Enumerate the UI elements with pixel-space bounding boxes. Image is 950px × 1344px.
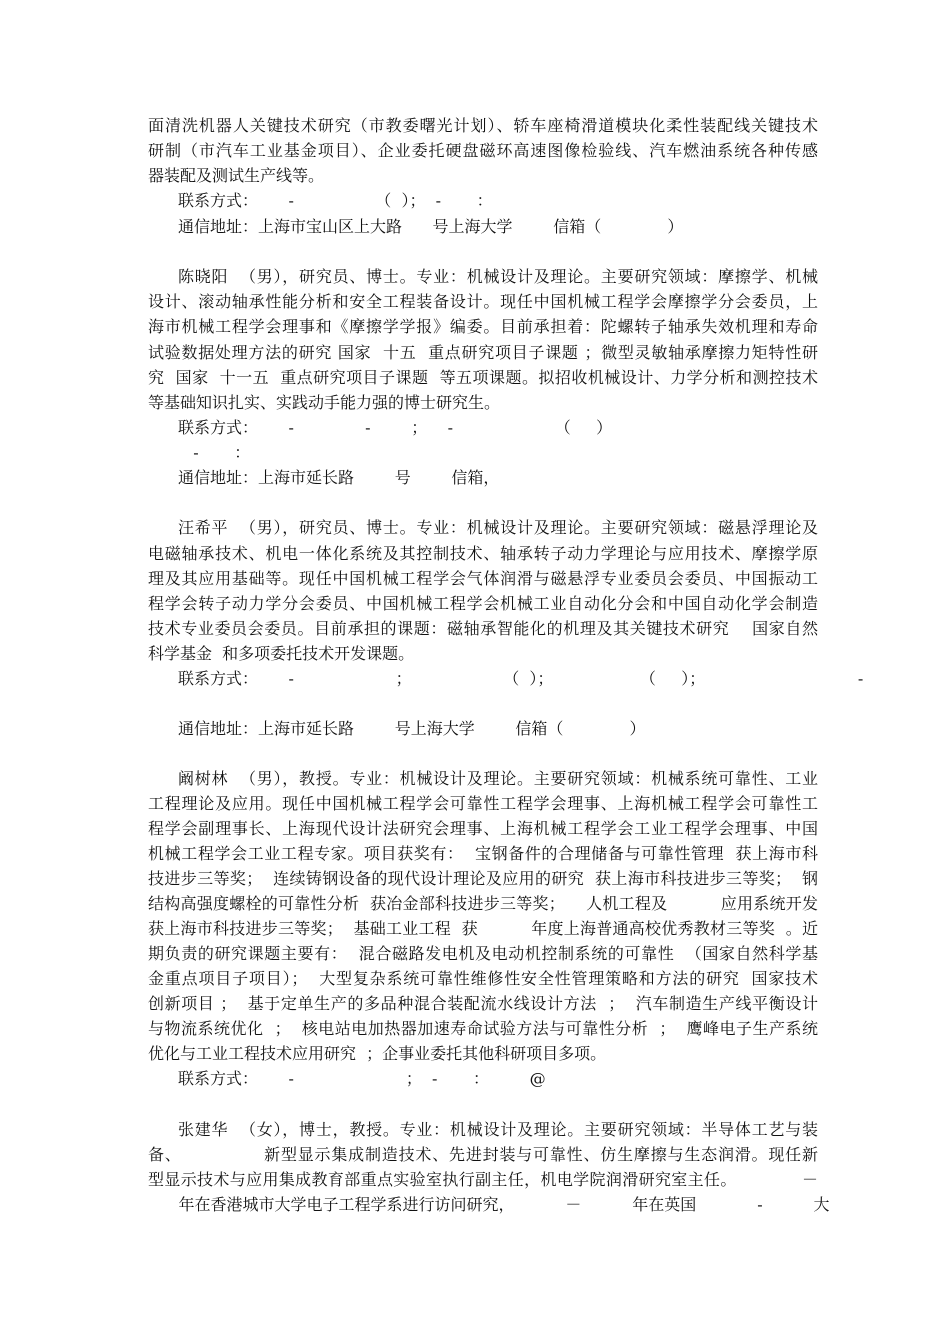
- wang-bio-line-3: 理及其应用基础等。现任中国机械工程学会气体润滑与磁悬浮专业委员会委员、中国振动工: [148, 569, 818, 588]
- chen-bio-line-5: 究 国家 十一五 重点研究项目子课题 等五项课题。拟招收机械设计、力学分析和测控技术: [148, 368, 818, 387]
- zhang-bio-line-4: 年在香港城市大学电子工程学系进行访问研究， － 年在英国 - 大: [148, 1195, 830, 1214]
- kan-bio-line-4: 机械工程学会工业工程专家。项目获奖有： 宝钢备件的合理储备与可靠性管理 获上海市科: [148, 844, 818, 863]
- kan-bio-line-6: 结构高强度螺栓的可靠性分析 获冶金部科技进步三等奖； 人机工程及 应用系统开发: [148, 894, 818, 913]
- wang-bio-line-1: 汪希平 （男），研究员、博士。专业：机械设计及理论。主要研究领域：磁悬浮理论及: [178, 518, 818, 537]
- kan-bio-line-9: 金重点项目子项目）； 大型复杂系统可靠性维修性安全性管理策略和方法的研究 国家技术: [148, 969, 818, 988]
- zhang-bio-line-2: 备、 新型显示集成制造技术、先进封装与可靠性、仿生摩擦与生态润滑。现任新: [148, 1145, 818, 1164]
- zhang-bio-line-3: 型显示技术与应用集成教育部重点实验室执行副主任，机电学院润滑研究室主任。 －: [148, 1170, 818, 1189]
- kan-bio-line-3: 程学会副理事长、上海现代设计法研究会理事、上海机械工程学会工业工程学会理事、中国: [148, 819, 818, 838]
- contact-line: 联系方式： - - ； - （ ）: [178, 418, 613, 437]
- chen-bio-line-2: 设计、滚动轴承性能分析和安全工程装备设计。现任中国机械工程学会摩擦学分会委员，上: [148, 292, 818, 311]
- wang-bio-line-5: 技术专业委员会委员。目前承担的课题：磁轴承智能化的机理及其关键技术研究 国家自然: [148, 619, 818, 638]
- contact-line: 联系方式： - （ ）； - ：: [178, 191, 493, 210]
- contact-line-continued: - ：: [178, 443, 251, 462]
- address-line: 通信地址：上海市延长路 号 信箱，: [178, 468, 500, 487]
- address-line: 通信地址：上海市延长路 号上海大学 信箱（ ）: [178, 719, 646, 738]
- contact-line: 联系方式： - ； （ ）； （ ）； -: [178, 669, 864, 688]
- kan-bio-line-10: 创新项目 ； 基于定单生产的多品种混合装配流水线设计方法 ； 汽车制造生产线平衡设计: [148, 994, 818, 1013]
- intro-line-2: 研制（市汽车工业基金项目）、企业委托硬盘磁环高速图像检验线、汽车燃油系统各种传感: [148, 141, 818, 160]
- address-line: 通信地址：上海市宝山区上大路 号上海大学 信箱（ ）: [178, 217, 684, 236]
- kan-bio-line-2: 工程理论及应用。现任中国机械工程学会可靠性工程学会理事、上海机械工程学会可靠性工: [148, 794, 818, 813]
- kan-bio-line-1: 阚树林 （男），教授。专业：机械设计及理论。主要研究领域：机械系统可靠性、工业: [178, 769, 818, 788]
- chen-bio-line-3: 海市机械工程学会理事和《摩擦学学报》编委。目前承担着：陀螺转子轴承失效机理和寿命: [148, 317, 818, 336]
- wang-bio-line-4: 程学会转子动力学分会委员、中国机械工程学会机械工业自动化分会和中国自动化学会制造: [148, 594, 818, 613]
- kan-bio-line-5: 技进步三等奖； 连续铸钢设备的现代设计理论及应用的研究 获上海市科技进步三等奖； 钢: [148, 869, 818, 888]
- kan-bio-line-11: 与物流系统优化 ； 核电站电加热器加速寿命试验方法与可靠性分析 ； 鹰峰电子生产系统: [148, 1019, 818, 1038]
- chen-bio-line-1: 陈晓阳 （男），研究员、博士。专业：机械设计及理论。主要研究领域：摩擦学、机械: [178, 267, 818, 286]
- intro-line-1: 面清洗机器人关键技术研究（市教委曙光计划）、轿车座椅滑道模块化柔性装配线关键技术: [148, 116, 818, 135]
- chen-bio-line-6: 等基础知识扎实、实践动手能力强的博士研究生。: [148, 393, 501, 412]
- contact-line: 联系方式： - ； - ： @: [178, 1069, 546, 1088]
- kan-bio-line-8: 期负责的研究课题主要有： 混合磁路发电机及电动机控制系统的可靠性 （国家自然科学基: [148, 944, 818, 963]
- wang-bio-line-2: 电磁轴承技术、机电一体化系统及其控制技术、轴承转子动力学理论与应用技术、摩擦学原: [148, 544, 818, 563]
- chen-bio-line-4: 试验数据处理方法的研究 国家 十五 重点研究项目子课题 ；微型灵敏轴承摩擦力矩特性研: [148, 343, 818, 362]
- zhang-bio-line-1: 张建华 （女），博士，教授。专业：机械设计及理论。主要研究领域：半导体工艺与装: [178, 1120, 818, 1139]
- kan-bio-line-7: 获上海市科技进步三等奖； 基础工业工程 获 年度上海普通高校优秀教材三等奖 。近: [148, 919, 818, 938]
- kan-bio-line-12: 优化与工业工程技术应用研究 ；企事业委托其他科研项目多项。: [148, 1044, 607, 1063]
- wang-bio-line-6: 科学基金 和多项委托技术开发课题。: [148, 644, 415, 663]
- intro-line-3: 器装配及测试生产线等。: [148, 166, 325, 185]
